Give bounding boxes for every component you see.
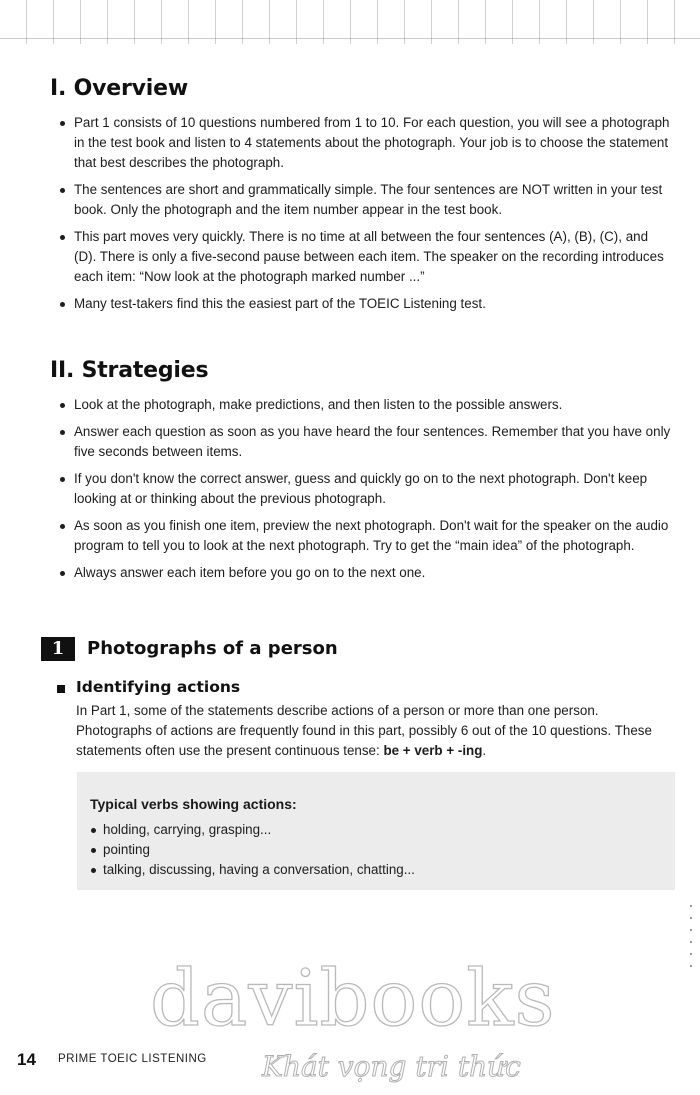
scan-artifact xyxy=(690,905,692,975)
list-item: Look at the photograph, make predictions, and then listen to the possible answers. xyxy=(0,395,700,415)
subheading: Identifying actions xyxy=(76,678,241,696)
grammar-formula: be + verb + -ing xyxy=(383,743,483,758)
list-item: Part 1 consists of 10 questions numbered from 1 to 10. For each question, you will see a photograph in the test book and listen to 4 statements about the photograph. Your job is to choose the statement that best describes the photograph. xyxy=(0,113,700,173)
paragraph-end: . xyxy=(482,743,487,758)
list-item: The sentences are short and grammatically simple. The four sentences are NOT written in your test book. Only the photograph and the item number appear in the test book. xyxy=(0,180,700,220)
verbs-box xyxy=(77,772,675,890)
list-item: This part moves very quickly. There is no time at all between the four sentences (A), (B), (C), and (D). There is only a five-second pause between each item. The speaker on the recording introduces each item: “Now look at the photograph marked number ...” xyxy=(0,227,700,287)
paragraph-text: In Part 1, some of the statements describe actions of a person or more than one person. Photographs of actions are frequently found in this part, possibly 6 out of the 10 questions. These statements often use the present continuous tense: xyxy=(76,703,652,758)
section-title: Photographs of a person xyxy=(87,638,338,659)
strategies-list xyxy=(0,395,700,590)
watermark-logo: davibooks xyxy=(150,954,556,1044)
box-title: Typical verbs showing actions: xyxy=(90,796,297,812)
section-paragraph xyxy=(76,701,676,761)
list-item: holding, carrying, grasping... xyxy=(90,820,415,840)
list-item: talking, discussing, having a conversation, chatting... xyxy=(90,860,415,880)
book-title: PRIME TOEIC LISTENING xyxy=(58,1053,207,1065)
square-bullet-icon xyxy=(57,685,65,693)
section-number-badge: 1 xyxy=(41,637,75,661)
list-item: If you don't know the correct answer, guess and quickly go on to the next photograph. Don't keep looking at or thinking about the previous photograph. xyxy=(0,469,700,509)
strategies-heading: II. Strategies xyxy=(50,358,209,383)
overview-list xyxy=(0,113,700,321)
scan-grid-header xyxy=(0,0,700,44)
overview-heading: I. Overview xyxy=(50,76,188,101)
verbs-list xyxy=(90,820,415,880)
list-item: As soon as you finish one item, preview the next photograph. Don't wait for the speaker on the audio program to tell you to look at the next photograph. Try to get the “main idea” of the photograph. xyxy=(0,516,700,556)
list-item: Answer each question as soon as you have heard the four sentences. Remember that you have only five seconds between items. xyxy=(0,422,700,462)
list-item: pointing xyxy=(90,840,415,860)
list-item: Many test-takers find this the easiest part of the TOEIC Listening test. xyxy=(0,294,700,314)
watermark-tagline: Khát vọng tri thức xyxy=(262,1050,521,1083)
list-item: Always answer each item before you go on to the next one. xyxy=(0,563,700,583)
page-number: 14 xyxy=(17,1050,36,1069)
